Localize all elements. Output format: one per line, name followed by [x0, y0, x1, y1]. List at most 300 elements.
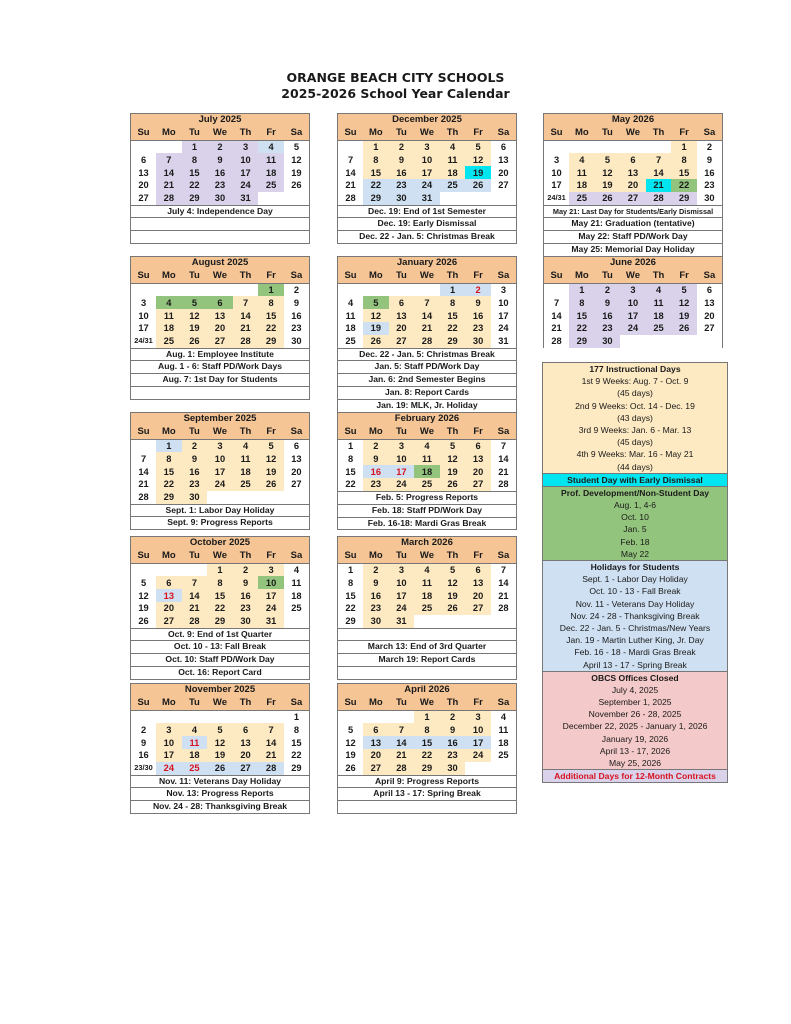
- weekday-header: We: [207, 697, 233, 710]
- day-cell: 18: [646, 309, 672, 322]
- day-cell: 18: [414, 589, 440, 602]
- day-cell: [491, 762, 517, 775]
- day-cell: 21: [156, 179, 182, 192]
- weekday-header: Th: [233, 127, 259, 140]
- day-cell: 3: [207, 439, 233, 452]
- day-cell: 24: [207, 478, 233, 491]
- day-cell: 5: [595, 153, 621, 166]
- week-row: [338, 465, 517, 478]
- day-cell: 19: [291, 167, 302, 178]
- day-cell: 29: [207, 615, 233, 628]
- day-cell: 9: [207, 153, 233, 166]
- day-cell: 16: [138, 750, 149, 761]
- day-cell: [414, 283, 440, 296]
- week-row: [131, 762, 310, 775]
- day-cell: 9: [440, 723, 466, 736]
- day-cell: 2: [465, 283, 491, 296]
- week-row: [131, 322, 310, 335]
- day-cell: 27: [704, 323, 715, 334]
- month-july-2025: [130, 113, 310, 244]
- day-cell: [363, 283, 389, 296]
- day-cell: 16: [233, 589, 259, 602]
- day-cell: 20: [207, 322, 233, 335]
- day-cell: 8: [569, 296, 595, 309]
- day-cell: 16: [207, 166, 233, 179]
- day-cell: 26: [465, 179, 491, 192]
- day-cell: [156, 283, 182, 296]
- month-name: January 2026: [338, 257, 517, 270]
- day-cell: 6: [620, 153, 646, 166]
- legend-item: (43 days): [543, 412, 727, 424]
- day-cell: 28: [345, 193, 356, 204]
- month-name: December 2025: [338, 114, 517, 127]
- week-row: [131, 478, 310, 491]
- day-cell: 12: [595, 166, 621, 179]
- day-cell: 7: [500, 564, 507, 575]
- day-cell: 15: [363, 166, 389, 179]
- day-cell: 16: [182, 465, 208, 478]
- day-cell: 22: [414, 749, 440, 762]
- day-cell: 6: [233, 723, 259, 736]
- day-cell: 20: [291, 466, 302, 477]
- day-cell: 30: [389, 192, 415, 205]
- legend-item: Feb. 16 - 18 - Mardi Gras Break: [543, 646, 727, 658]
- day-cell: 12: [258, 452, 284, 465]
- day-cell: 31: [233, 192, 259, 205]
- weekday-header: Su: [131, 270, 157, 283]
- event-note: Jan. 6: 2nd Semester Begins: [338, 373, 516, 386]
- week-row: [338, 563, 517, 576]
- day-cell: 12: [363, 309, 389, 322]
- day-cell: 7: [347, 154, 354, 165]
- month-notes: [130, 205, 310, 245]
- day-cell: 9: [140, 737, 147, 748]
- day-cell: 11: [646, 296, 672, 309]
- day-cell: 11: [156, 309, 182, 322]
- weekday-header: Mo: [156, 127, 182, 140]
- day-cell: 4: [182, 723, 208, 736]
- weekday-header: Fr: [465, 127, 491, 140]
- day-cell: 24: [389, 602, 415, 615]
- day-cell: 19: [182, 322, 208, 335]
- day-cell: 16: [363, 465, 389, 478]
- weekday-header: Mo: [363, 426, 389, 439]
- week-row: [338, 736, 517, 749]
- month-name: July 2025: [131, 114, 310, 127]
- day-cell: 9: [363, 576, 389, 589]
- event-note: Nov. 13: Progress Reports: [131, 787, 309, 800]
- day-cell: 10: [258, 576, 284, 589]
- legend-heading: Prof. Development/Non-Student Day: [543, 486, 727, 499]
- weekday-header: Fr: [258, 697, 284, 710]
- day-cell: 13: [291, 453, 302, 464]
- day-cell: 5: [440, 439, 466, 452]
- day-cell: [338, 710, 364, 723]
- week-row: [131, 491, 310, 504]
- weekday-header: Mo: [363, 697, 389, 710]
- event-note: Oct. 16: Report Card: [131, 666, 309, 679]
- day-cell: 30: [595, 335, 621, 348]
- day-cell: 10: [233, 153, 259, 166]
- weekday-header: Su: [131, 127, 157, 140]
- week-row: [338, 710, 517, 723]
- day-cell: 26: [291, 180, 302, 191]
- month-notes: [337, 628, 517, 681]
- weekday-header: Tu: [182, 127, 208, 140]
- day-cell: 17: [207, 465, 233, 478]
- day-cell: 4: [414, 439, 440, 452]
- weekday-header: Su: [338, 697, 364, 710]
- weekday-header: Th: [440, 426, 466, 439]
- week-row: [131, 602, 310, 615]
- day-cell: [414, 615, 440, 628]
- weekday-header: Tu: [182, 270, 208, 283]
- day-cell: 1: [258, 283, 284, 296]
- day-cell: 1: [156, 439, 182, 452]
- week-row: [544, 166, 723, 179]
- day-cell: [131, 140, 157, 153]
- day-cell: 22: [671, 179, 697, 192]
- day-cell: 5: [258, 439, 284, 452]
- day-cell: 28: [258, 762, 284, 775]
- day-cell: 17: [465, 736, 491, 749]
- day-cell: 4: [646, 283, 672, 296]
- week-row: [338, 192, 517, 205]
- weekday-header: Sa: [491, 550, 517, 563]
- day-cell: 25: [182, 762, 208, 775]
- day-cell: 30: [704, 193, 715, 204]
- day-cell: [131, 710, 157, 723]
- day-cell: 4: [414, 563, 440, 576]
- week-row: [338, 335, 517, 348]
- day-cell: 28: [156, 192, 182, 205]
- day-cell: [389, 710, 415, 723]
- weekday-header: Sa: [697, 270, 723, 283]
- legend-item: (45 days): [543, 436, 727, 448]
- day-cell: 23: [363, 602, 389, 615]
- day-cell: 27: [138, 193, 149, 204]
- day-cell: [207, 710, 233, 723]
- day-cell: 5: [363, 296, 389, 309]
- week-row: [338, 762, 517, 775]
- day-cell: 29: [440, 335, 466, 348]
- month-name: November 2025: [131, 684, 310, 697]
- day-cell: 25: [569, 192, 595, 205]
- day-cell: 1: [569, 283, 595, 296]
- month-name: October 2025: [131, 537, 310, 550]
- legend-item: 1st 9 Weeks: Aug. 7 - Oct. 9: [543, 375, 727, 387]
- legend-item: (44 days): [543, 461, 727, 473]
- day-cell: [671, 335, 697, 348]
- day-cell: [544, 283, 570, 296]
- day-cell: 4: [569, 153, 595, 166]
- weekday-header: Tu: [389, 697, 415, 710]
- day-cell: [544, 140, 570, 153]
- week-row: [544, 192, 723, 205]
- legend-heading: Holidays for Students: [543, 560, 727, 573]
- week-row: [544, 283, 723, 296]
- day-cell: 8: [156, 452, 182, 465]
- day-cell: 9: [706, 154, 713, 165]
- day-cell: 2: [440, 710, 466, 723]
- day-cell: 8: [347, 453, 354, 464]
- weekday-header: Th: [440, 550, 466, 563]
- weekday-header: Fr: [465, 426, 491, 439]
- day-cell: 11: [569, 166, 595, 179]
- day-cell: 3: [156, 723, 182, 736]
- day-cell: 5: [293, 141, 300, 152]
- day-cell: 27: [207, 335, 233, 348]
- day-cell: 20: [498, 167, 509, 178]
- day-cell: [182, 710, 208, 723]
- day-cell: 14: [498, 453, 509, 464]
- day-cell: 27: [498, 180, 509, 191]
- weekday-header: Fr: [465, 550, 491, 563]
- day-cell: 16: [291, 310, 302, 321]
- day-cell: 12: [138, 590, 149, 601]
- month-october-2025: [130, 536, 310, 680]
- day-cell: 15: [207, 589, 233, 602]
- event-note: [338, 800, 516, 813]
- month-grid: [337, 113, 517, 205]
- day-cell: 13: [138, 167, 149, 178]
- day-cell: 21: [138, 479, 149, 490]
- day-cell: 9: [389, 153, 415, 166]
- week-row: [131, 309, 310, 322]
- day-cell: 6: [140, 154, 147, 165]
- day-cell: 10: [620, 296, 646, 309]
- day-cell: 29: [258, 335, 284, 348]
- weekday-header: Mo: [156, 697, 182, 710]
- day-cell: 20: [156, 602, 182, 615]
- day-cell: 1: [347, 440, 354, 451]
- weekday-header: Su: [338, 550, 364, 563]
- week-row: [544, 140, 723, 153]
- day-cell: 19: [595, 179, 621, 192]
- event-note: Aug. 1 - 6: Staff PD/Work Days: [131, 360, 309, 373]
- day-cell: 2: [233, 563, 259, 576]
- day-cell: 31: [389, 615, 415, 628]
- day-cell: 24: [465, 749, 491, 762]
- legend-item: 3rd 9 Weeks: Jan. 6 - Mar. 13: [543, 424, 727, 436]
- day-cell: [156, 710, 182, 723]
- day-cell: 16: [595, 309, 621, 322]
- day-cell: 24/31: [134, 336, 153, 346]
- day-cell: 31: [414, 192, 440, 205]
- event-note: Aug. 7: 1st Day for Students: [131, 373, 309, 386]
- day-cell: 26: [363, 335, 389, 348]
- day-cell: 10: [551, 167, 562, 178]
- day-cell: 9: [233, 576, 259, 589]
- month-notes: [337, 205, 517, 245]
- day-cell: 2: [363, 439, 389, 452]
- day-cell: 8: [182, 153, 208, 166]
- day-cell: 1: [440, 283, 466, 296]
- week-row: [131, 736, 310, 749]
- day-cell: 12: [671, 296, 697, 309]
- weekday-header: Sa: [491, 270, 517, 283]
- day-cell: 1: [207, 563, 233, 576]
- week-row: [338, 140, 517, 153]
- month-grid: [543, 256, 723, 348]
- day-cell: 7: [140, 453, 147, 464]
- day-cell: 25: [414, 602, 440, 615]
- month-name: June 2026: [544, 257, 723, 270]
- day-cell: 4: [293, 564, 300, 575]
- day-cell: [207, 491, 233, 504]
- month-notes: [130, 348, 310, 401]
- day-cell: 1: [414, 710, 440, 723]
- weekday-header: Tu: [182, 697, 208, 710]
- day-cell: 23/30: [134, 763, 153, 773]
- day-cell: 6: [207, 296, 233, 309]
- day-cell: 14: [551, 310, 562, 321]
- legend-item: Feb. 18: [543, 536, 727, 548]
- legend-item: Aug. 1, 4-6: [543, 499, 727, 511]
- event-note: Sept. 9: Progress Reports: [131, 516, 309, 529]
- day-cell: 6: [465, 439, 491, 452]
- week-row: [338, 478, 517, 491]
- weekday-header: Tu: [389, 127, 415, 140]
- month-march-2026: [337, 536, 517, 680]
- day-cell: 12: [465, 153, 491, 166]
- day-cell: 22: [207, 602, 233, 615]
- legend-item: Jan. 5: [543, 523, 727, 535]
- day-cell: 29: [569, 335, 595, 348]
- day-cell: 27: [233, 762, 259, 775]
- day-cell: 28: [182, 615, 208, 628]
- day-cell: 22: [363, 179, 389, 192]
- weekday-header: Fr: [671, 270, 697, 283]
- day-cell: 9: [182, 452, 208, 465]
- day-cell: 15: [291, 737, 302, 748]
- day-cell: 25: [646, 322, 672, 335]
- week-row: [544, 153, 723, 166]
- day-cell: 10: [498, 297, 509, 308]
- day-cell: 14: [646, 166, 672, 179]
- day-cell: 5: [465, 140, 491, 153]
- day-cell: [233, 283, 259, 296]
- day-cell: [284, 615, 310, 628]
- day-cell: [284, 192, 310, 205]
- month-notes: [337, 491, 517, 531]
- event-note: Sept. 1: Labor Day Holiday: [131, 504, 309, 517]
- month-name: February 2026: [338, 413, 517, 426]
- week-row: [131, 140, 310, 153]
- day-cell: 30: [465, 335, 491, 348]
- day-cell: 30: [207, 192, 233, 205]
- weekday-header: Th: [233, 550, 259, 563]
- week-row: [131, 439, 310, 452]
- day-cell: 21: [345, 180, 356, 191]
- day-cell: 20: [465, 465, 491, 478]
- day-cell: 28: [646, 192, 672, 205]
- day-cell: 17: [551, 180, 562, 191]
- day-cell: 4: [258, 140, 284, 153]
- event-note: Dec. 22 - Jan. 5: Christmas Break: [338, 348, 516, 361]
- day-cell: 21: [414, 322, 440, 335]
- weekday-header: Su: [131, 550, 157, 563]
- weekday-header: Sa: [491, 127, 517, 140]
- month-august-2025: [130, 256, 310, 400]
- week-row: [131, 723, 310, 736]
- day-cell: 18: [498, 737, 509, 748]
- weekday-header: Su: [131, 426, 157, 439]
- weekday-header: Th: [646, 127, 672, 140]
- day-cell: 23: [182, 478, 208, 491]
- day-cell: 18: [291, 590, 302, 601]
- week-row: [131, 192, 310, 205]
- event-note: Jan. 19: MLK, Jr. Holiday: [338, 399, 516, 412]
- event-note: May 22: Staff PD/Work Day: [544, 230, 722, 243]
- weekday-header: Sa: [697, 127, 723, 140]
- district-name: ORANGE BEACH CITY SCHOOLS: [286, 70, 505, 85]
- day-cell: 21: [646, 179, 672, 192]
- day-cell: 2: [207, 140, 233, 153]
- weekday-header: Mo: [569, 270, 595, 283]
- event-note: Jan. 8: Report Cards: [338, 386, 516, 399]
- month-january-2026: [337, 256, 517, 413]
- month-grid: [130, 113, 310, 205]
- legend-item: July 4, 2025: [543, 684, 727, 696]
- day-cell: 7: [553, 297, 560, 308]
- day-cell: 26: [258, 478, 284, 491]
- day-cell: 26: [440, 478, 466, 491]
- day-cell: 16: [704, 167, 715, 178]
- month-grid: [337, 256, 517, 348]
- day-cell: 18: [156, 322, 182, 335]
- day-cell: 23: [389, 179, 415, 192]
- month-name: April 2026: [338, 684, 517, 697]
- legend-item: Dec. 22 - Jan. 5 - Christmas/New Years: [543, 622, 727, 634]
- month-september-2025: [130, 412, 310, 530]
- day-cell: 27: [620, 192, 646, 205]
- day-cell: 16: [389, 166, 415, 179]
- month-grid: [337, 683, 517, 775]
- event-note: May 21: Graduation (tentative): [544, 217, 722, 230]
- day-cell: 7: [182, 576, 208, 589]
- calendar-legend: [542, 362, 728, 783]
- day-cell: 30: [363, 615, 389, 628]
- day-cell: 15: [414, 736, 440, 749]
- day-cell: 27: [363, 762, 389, 775]
- day-cell: 28: [551, 336, 562, 347]
- day-cell: 28: [138, 492, 149, 503]
- day-cell: 22: [345, 603, 356, 614]
- week-row: [131, 179, 310, 192]
- day-cell: 25: [291, 603, 302, 614]
- day-cell: 12: [345, 737, 356, 748]
- day-cell: 18: [258, 166, 284, 179]
- month-april-2026: [337, 683, 517, 814]
- day-cell: 30: [182, 491, 208, 504]
- legend-item: April 13 - 17, 2026: [543, 745, 727, 757]
- day-cell: 30: [440, 762, 466, 775]
- day-cell: 23: [291, 323, 302, 334]
- day-cell: 4: [500, 711, 507, 722]
- day-cell: [620, 140, 646, 153]
- weekday-header: Fr: [258, 270, 284, 283]
- day-cell: [338, 140, 364, 153]
- event-note: [338, 628, 516, 641]
- week-row: [131, 153, 310, 166]
- weekday-header: Fr: [671, 127, 697, 140]
- day-cell: 1: [671, 140, 697, 153]
- day-cell: 15: [440, 309, 466, 322]
- weekday-header: Su: [338, 426, 364, 439]
- week-row: [338, 153, 517, 166]
- day-cell: 24: [156, 762, 182, 775]
